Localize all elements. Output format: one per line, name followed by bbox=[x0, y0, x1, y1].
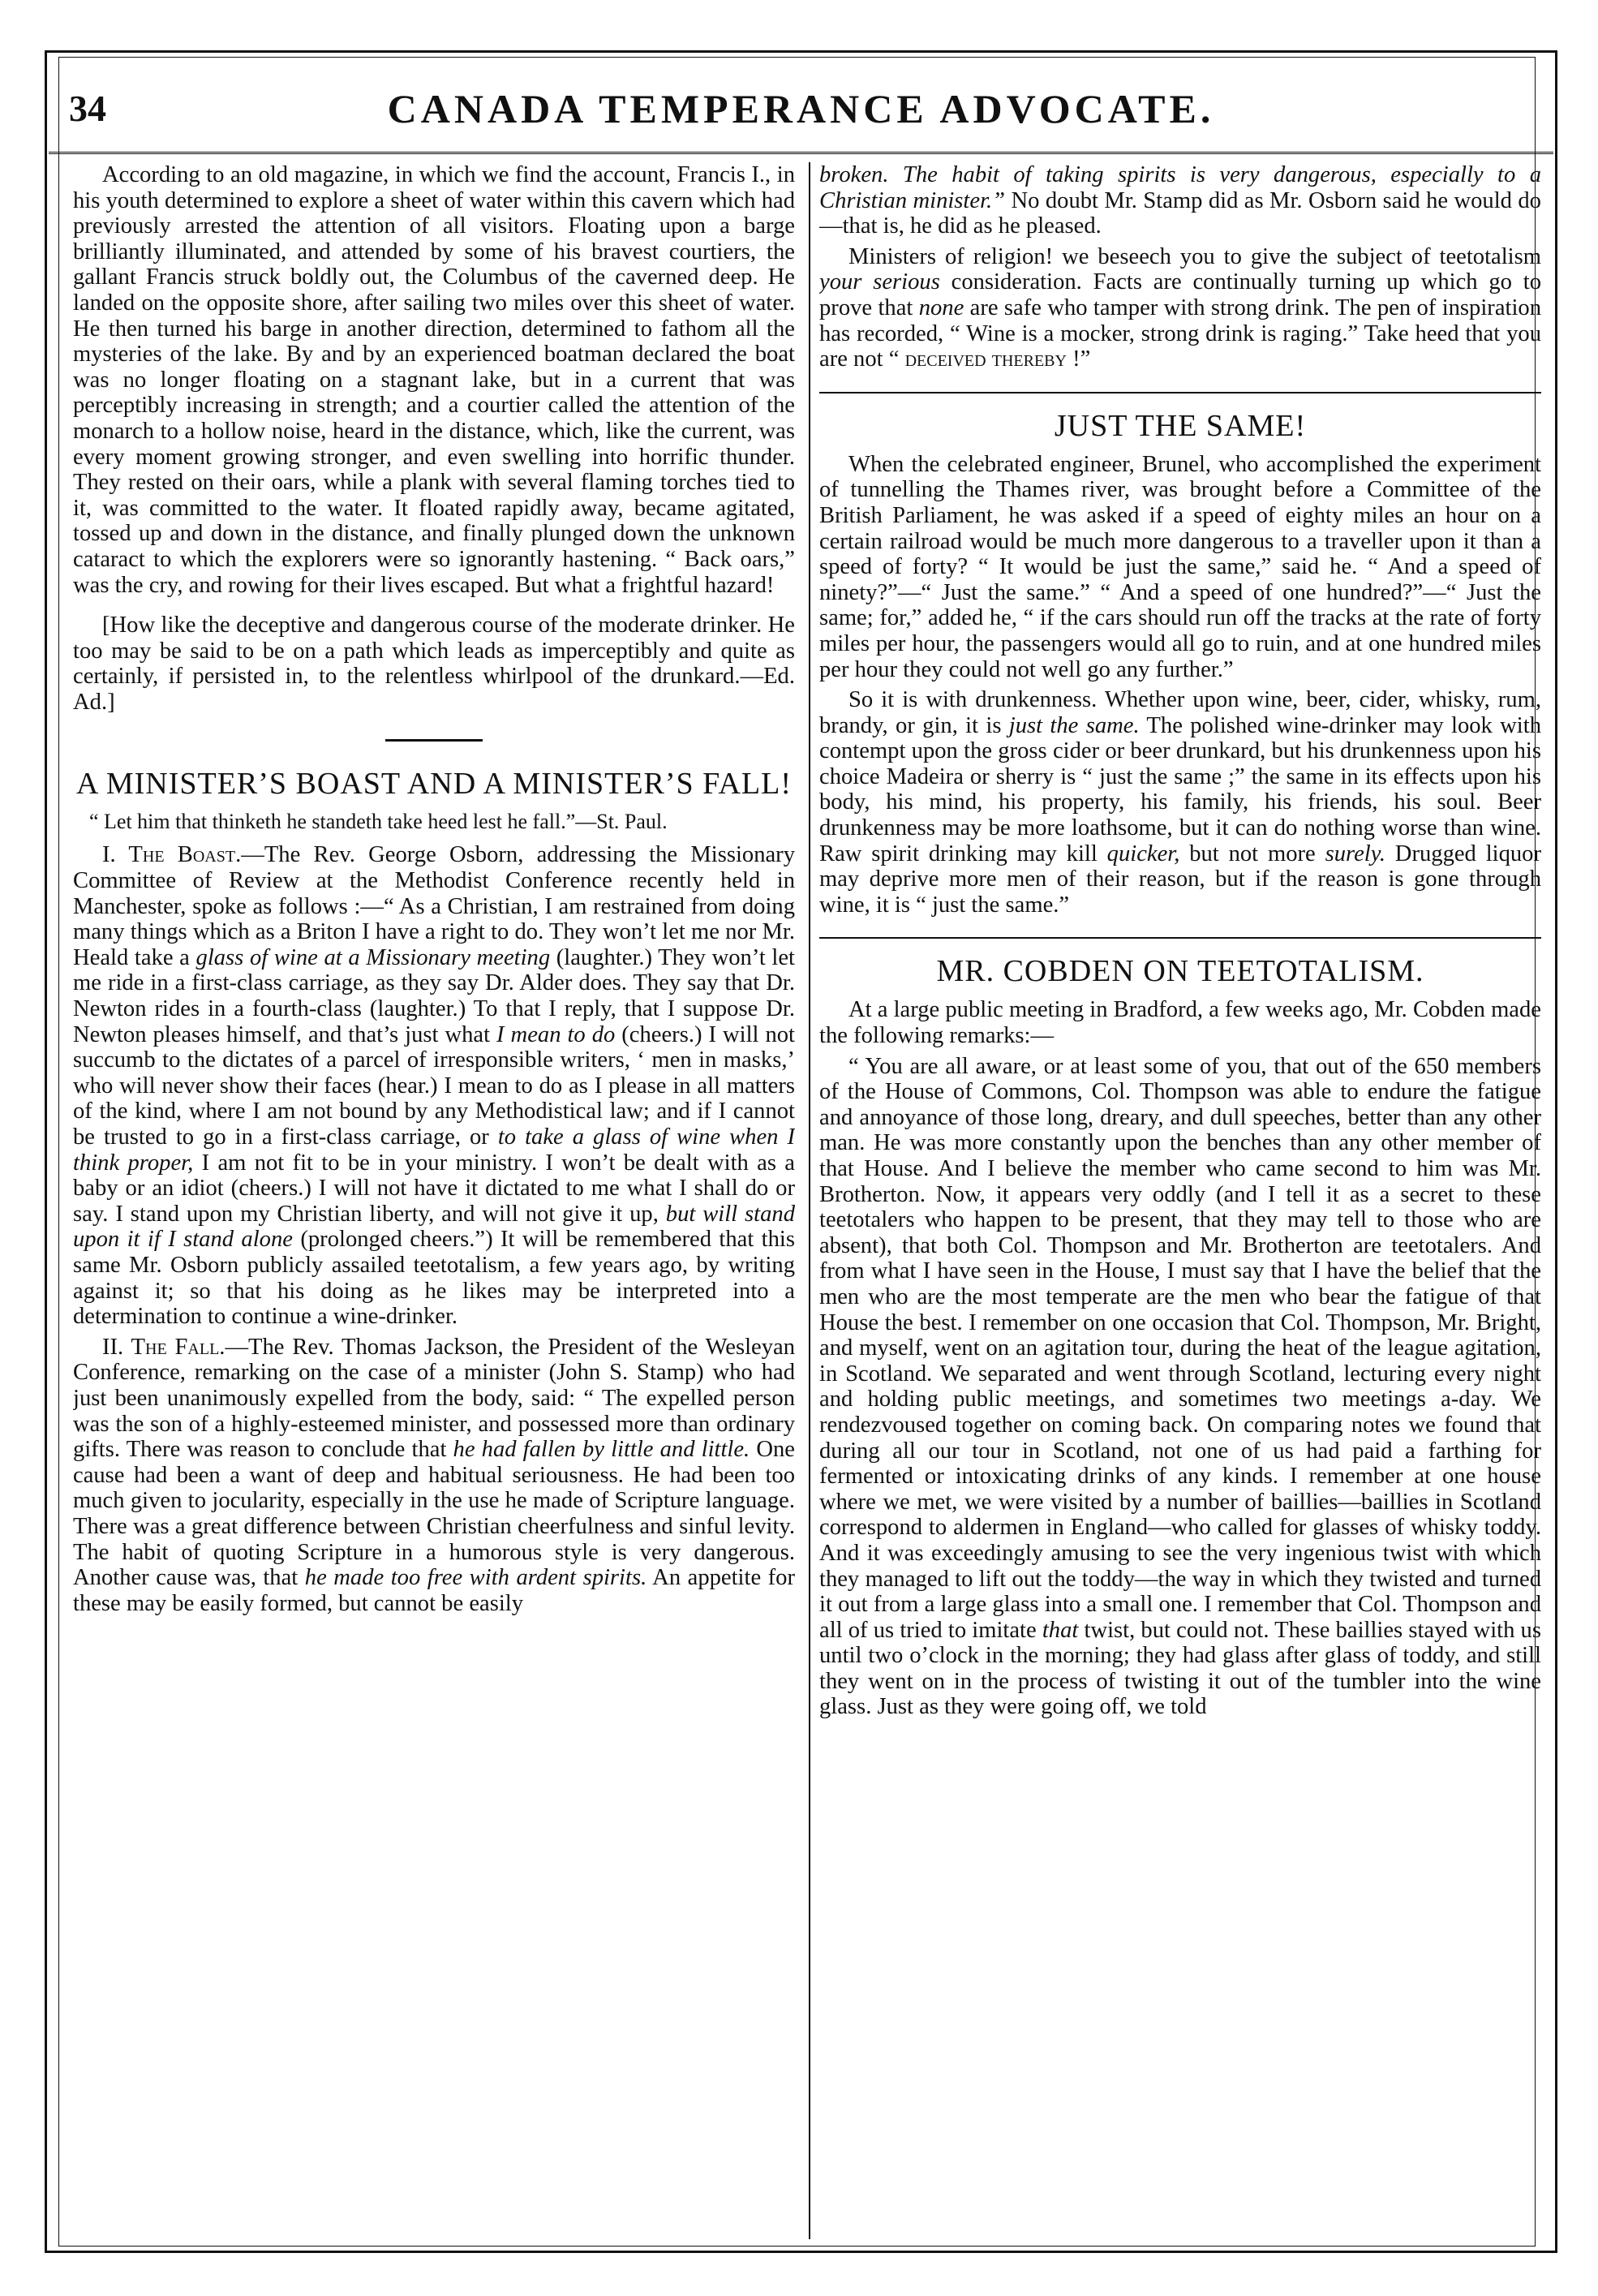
drunkenness-paragraph: So it is with drunkenness. Whether upon wine, beer, cider, whisky, rum, brandy, or gin, it is just the same. The polished wine-drinker may look with contempt upon the gross cider or beer drunkard, but his drunkenness upon his choice Madeira or sherry is “ just the same ;” the same in its effects upon his body, his mind, his property, his family, his friends, his soul. Beer drunkenness may be more loathsome, but it can do nothing worse than wine. Raw spirit drinking may kill quicker, but not more surely. Drugged liquor may deprive more men of their reason, but if the reason is gone through wine, it is “ just the same.” bbox=[819, 687, 1541, 918]
editor-note-paragraph: [How like the deceptive and dangerous course of the moderate drinker. He too may be said to be on a path which leads as imperceptibly and quite as certainly, if persisted in, to the relentless whirlpool of the drunkard.—Ed. Ad.] bbox=[73, 613, 795, 715]
boast-lead: I. The Boast. bbox=[102, 842, 242, 868]
ministers-appeal-paragraph: Ministers of religion! we beseech you to give the subject of teetotalism your serious consideration. Facts are continually turning up which go to prove that none are safe who tamper with strong drink. The pen of inspiration has recorded, “ Wine is a mocker, strong drink is raging.” Take heed that you are not “ deceived thereby !” bbox=[819, 243, 1541, 372]
article-title-cobden: MR. COBDEN ON TEETOTALISM. bbox=[936, 954, 1424, 989]
column-divider bbox=[809, 162, 810, 2239]
section-rule bbox=[819, 937, 1541, 939]
cobden-speech-paragraph: “ You are all aware, or at least some of you, that out of the 650 members of the House of Commons, Col. Thompson was able to endure the fatigue and annoyance of those long, dreary, and dull speeches, better than any other man. He was more constantly upon the benches than any other member of that House. And I believe the member who came second to him was Mr. Brotherton. Now, it appears very oddly (and I tell it as a secret to these teetotalers who happen to be present, that they may tell to those who are absent), that both Col. Thompson and Mr. Brotherton are teetotalers. And from what I have seen in the House, I must say that I have the belief that the men who are the most temperate are the men who bear the fatigue of that House the best. I remember on one occasion that Col. Thompson, Mr. Bright, and myself, went on an agitation tour, during the heat of the league agitation, in Scotland. We separated and went through Scotland, lecturing every night and holding public meetings, and sometimes two meetings a-day. We rendezvoused together on coming back. On comparing notes we found that during all our tour in Scotland, not one of us had paid a farthing for fermented or intoxicating drinks of any kinds. I remember at one house where we met, we were visited by a number of baillies—baillies in Scotland correspond to aldermen in England—who called for glasses of whisky toddy. And it was exceedingly amusing to see the very ingenious twist with which they managed to lift out the toddy—the way in which they twisted and turned it out from a large glass into a small one. I remember that Col. Thompson and all of us tried to imitate that twist, but could not. These baillies stayed with us until two o’clock in the morning; they had glass after glass of toddy, and still they went on in the process of twisting it out of the tumbler into the wine glass. Just as they were going off, we told bbox=[819, 1053, 1541, 1720]
article-title-just-the-same: JUST THE SAME! bbox=[1054, 408, 1307, 443]
cobden-intro-paragraph: At a large public meeting in Bradford, a few weeks ago, Mr. Cobden made the following remarks:— bbox=[819, 997, 1541, 1049]
section-rule bbox=[385, 739, 483, 742]
epigraph: “ Let him that thinketh he standeth take heed lest he fall.”—St. Paul. bbox=[89, 810, 668, 834]
section-rule bbox=[819, 392, 1541, 393]
right-column bbox=[819, 162, 1541, 2227]
cavern-story-paragraph: According to an old magazine, in which we find the account, Francis I., in his youth determined to explore a sheet of water within this cavern which had previously arrested the attention of all visitors. Floating upon a barge brilliantly illuminated, and attended by some of his bravest courtiers, the gallant Francis struck boldly out, the Columbus of the caverned deep. He landed on the opposite shore, after sailing two miles over this sheet of water. He then turned his barge in another direction, determined to fathom all the mysteries of the lake. By and by an experienced boatman declared the boat was no longer floating on a stagnant lake, but in a current that was perceptibly increasing in strength; and a courtier called the attention of the monarch to a hollow noise, heard in the distance, which, like the current, was every moment growing stronger, and even swelling into horrific thunder. They rested on their oars, while a plank with several flaming torches tied to it, was committed to the water. It floated rapidly away, became agitated, tossed up and down in the distance, and finally plunged down the unknown cataract to which the explorers were so ignorantly hastening. “ Back oars,” was the cry, and rowing for their lives escaped. But what a frightful hazard! bbox=[73, 162, 795, 598]
page-number: 34 bbox=[69, 88, 106, 129]
page-header bbox=[49, 61, 1553, 154]
brunel-paragraph: When the celebrated engineer, Brunel, who accomplished the experiment of tunnelling the Thames river, was brought before a Committee of the British Parliament, he was asked if a speed of eighty miles an hour on a certain railroad would be much more dangerous to a traveller upon it than a speed of forty? “ It would be just the same,” said he. “ And a speed of ninety?”—“ Just the same.” “ And a speed of one hundred?”—“ Just the same; for,” added he, “ if the cars should run off the tracks at the rate of forty miles per hour, the passengers would all go to ruin, and at one hundred miles per hour they could not well go any further.” bbox=[819, 451, 1541, 682]
boast-paragraph: I. The Boast.—The Rev. George Osborn, addressing the Missionary Committee of Review at the Methodist Conference recently held in Manchester, spoke as follows :—“ As a Christian, I am restrained from doing many things which as a Briton I have a right to do. They won’t let me nor Mr. Heald take a glass of wine at a Missionary meeting (laughter.) They won’t let me ride in a first-class carriage, as they say Dr. Alder does. They say that Dr. Newton rides in a fourth-class (laughter.) To that I reply, that I suppose Dr. Newton pleases himself, and that’s just what I mean to do (cheers.) I will not succumb to the dictates of a parcel of irresponsible writers, ‘ men in masks,’ who will never show their faces (hear.) I mean to do as I please in all matters of the kind, where I am not bound by any Methodistical law; and if I cannot be trusted to go in a first-class carriage, or to take a glass of wine when I think proper, I am not fit to be in your ministry. I won’t be dealt with as a baby or an idiot (cheers.) I will not have it dictated to me what I shall do or say. I stand upon my Christian liberty, and will not give it up, but will stand upon it if I stand alone (prolonged cheers.”) It will be remembered that this same Mr. Osborn publicly assailed teetotalism, a few years ago, by writing against it; so that his doing as he likes may be interpreted into a determination to continue a wine-drinker. bbox=[73, 842, 795, 1330]
left-column bbox=[73, 162, 795, 2227]
article-title-ministers-boast: A MINISTER’S BOAST AND A MINISTER’S FALL! bbox=[75, 767, 792, 802]
journal-title: CANADA TEMPERANCE ADVOCATE. bbox=[387, 86, 1215, 131]
continuation-paragraph: broken. The habit of taking spirits is very dangerous, especially to a Christian minister.” No doubt Mr. Stamp did as Mr. Osborn said he would do—that is, he did as he pleased. bbox=[819, 162, 1541, 239]
fall-paragraph: II. The Fall.—The Rev. Thomas Jackson, the President of the Wesleyan Conference, remarking on the case of a minister (John S. Stamp) who had just been unanimously expelled from the body, said: “ The expelled person was the son of a highly-esteemed minister, and possessed more than ordinary gifts. There was reason to conclude that he had fallen by little and little. One cause had been a want of deep and habitual seriousness. He had been too much given to jocularity, especially in the use he made of Scripture language. There was a great difference between Christian cheerfulness and sinful levity. The habit of quoting Scripture in a humorous style is very dangerous. Another cause was, that he made too free with ardent spirits. An appetite for these may be easily formed, but cannot be easily bbox=[73, 1334, 795, 1616]
fall-lead: II. The Fall. bbox=[102, 1334, 226, 1360]
